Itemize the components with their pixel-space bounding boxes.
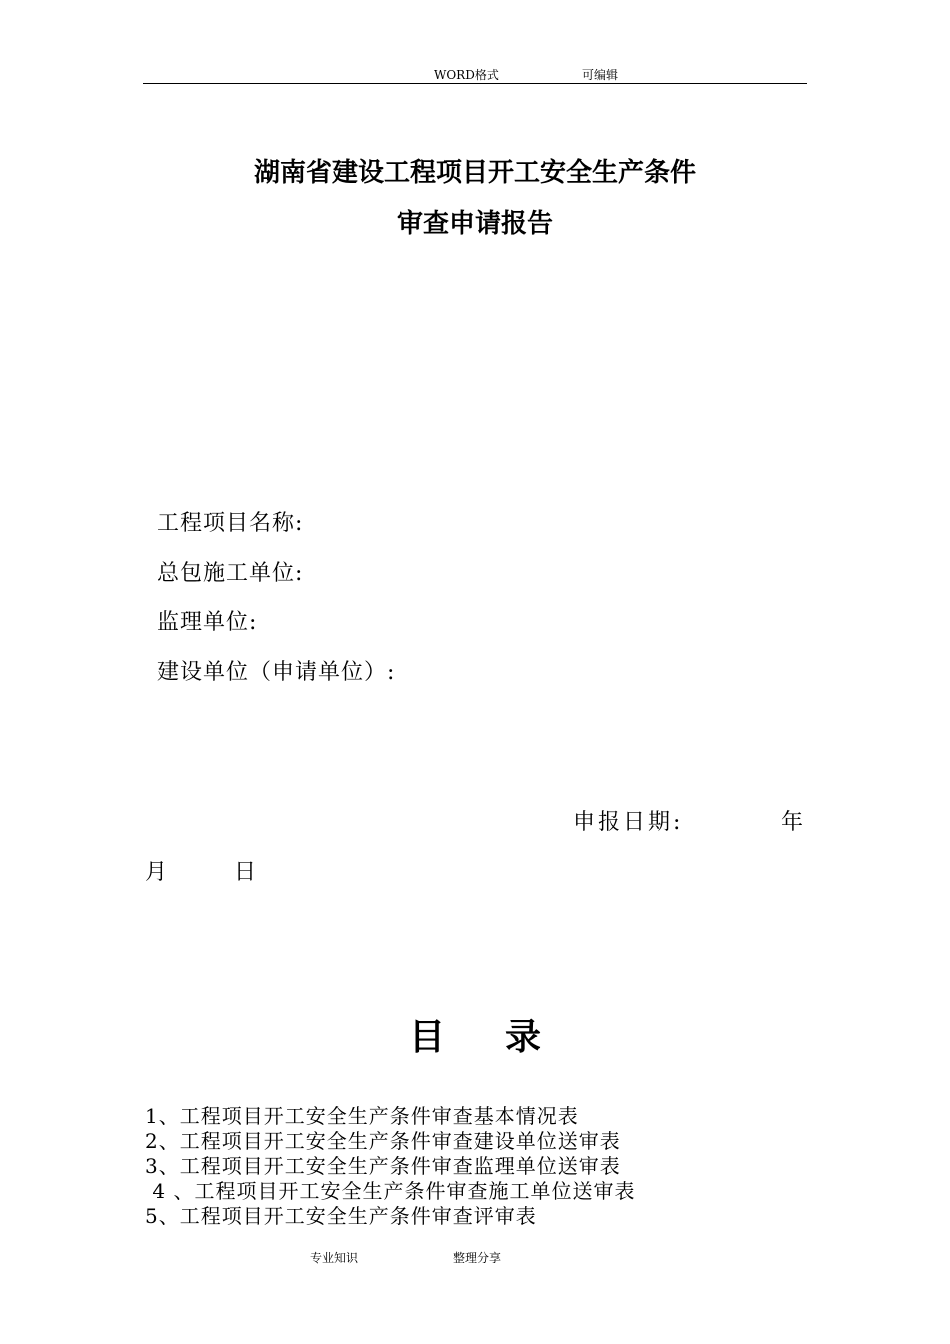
field-general-contractor-label: 总包施工单位: (157, 561, 304, 586)
header-right-text: 可编辑 (582, 68, 619, 82)
date-year-text: 年 (781, 810, 805, 835)
date-month-text: 月 (145, 860, 169, 885)
header-left-text: WORD格式 (434, 68, 499, 82)
document-title-line1: 湖南省建设工程项目开工安全生产条件 (253, 158, 696, 188)
toc-title-char2: 录 (505, 1017, 542, 1058)
toc-item: 2、工程项目开工安全生产条件审查建设单位送审表 (145, 1129, 621, 1153)
toc-item: 3、工程项目开工安全生产条件审查监理单位送审表 (145, 1154, 621, 1178)
toc-title (0, 1009, 950, 1060)
toc-item: 5、工程项目开工安全生产条件审查评审表 (145, 1204, 537, 1228)
header-divider (143, 83, 807, 84)
date-label: 申报日期: (573, 810, 684, 835)
toc-item: 1、工程项目开工安全生产条件审查基本情况表 (145, 1104, 579, 1128)
document-title-line2: 审查申请报告 (396, 209, 553, 239)
toc-title-char1: 目 (408, 1017, 445, 1058)
date-day-text: 日 (234, 860, 258, 885)
field-construction-unit-label: 建设单位（申请单位）: (157, 660, 396, 685)
field-project-name-label: 工程项目名称: (157, 511, 304, 536)
footer-left-text: 专业知识 (310, 1251, 359, 1265)
toc-item: 4 、工程项目开工安全生产条件审查施工单位送审表 (145, 1179, 636, 1203)
footer-right-text: 整理分享 (453, 1251, 502, 1265)
field-supervision-unit-label: 监理单位: (157, 610, 258, 635)
